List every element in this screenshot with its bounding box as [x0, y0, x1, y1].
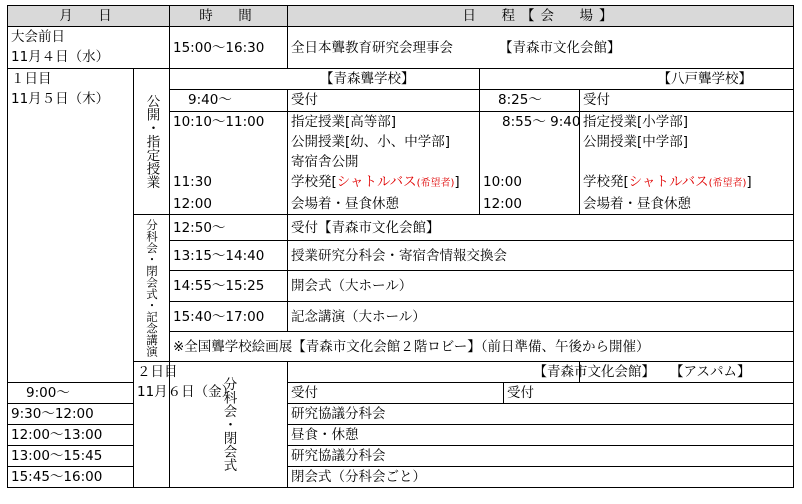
day1-a-shuttle-note: (希望者)	[416, 178, 455, 189]
day2-row-2	[8, 425, 794, 446]
day2-date-text: 11月６日（金）	[137, 384, 236, 400]
schedule-table	[7, 5, 794, 488]
day1-pm-event-3: 開会式（大ホール）	[288, 271, 794, 302]
day2-event-2: 昼食・休憩	[288, 425, 794, 446]
day2-event-1: 研究協議分科会	[288, 404, 794, 425]
header-row	[8, 6, 794, 27]
day1-b-time-2: 8:55～ 9:40	[480, 112, 580, 173]
day2-row-3	[8, 446, 794, 467]
day2-venue-a: 【青森市文化会館】	[480, 362, 580, 383]
day1-pm-event-4: 記念講演（大ホール）	[288, 301, 794, 332]
pre-day-row	[8, 27, 794, 69]
day2-time-4: 15:45～16:00	[8, 467, 134, 488]
day1-venue-a-blank	[170, 69, 288, 90]
header-date: 月 日	[8, 6, 170, 27]
day1-b-shuttle: シャトルバス	[628, 174, 709, 190]
day1-pm-event-1: 受付【青森市文化会館】	[288, 215, 794, 241]
day1-a-event-3: 公開授業[幼、小、中学部]	[291, 134, 451, 150]
day1-b-event-3: 公開授業[中学部]	[583, 134, 689, 150]
day2-time-0: 9:00～	[8, 383, 134, 404]
day1-a-depart-suffix: ]	[454, 174, 460, 190]
day1-date-text: 11月５日（木）	[11, 91, 110, 107]
day1-b-shuttle-note: (希望者)	[708, 178, 747, 189]
pre-day-event-text: 全日本聾教育研究会理事会	[291, 39, 453, 56]
day1-b-event-arrive: 会場着・昼食休憩	[580, 194, 794, 215]
day1-b-time-4: 12:00	[480, 194, 580, 215]
day1-venue-b-blank	[480, 69, 580, 90]
day1-a-time-2: 10:10～11:00	[170, 112, 288, 173]
day2-event-0-b: 受付	[504, 383, 794, 404]
day2-row-4	[8, 467, 794, 488]
day2-row-1	[8, 404, 794, 425]
day1-a-event-arrive: 会場着・昼食休憩	[288, 194, 480, 215]
day1-b-event-depart	[580, 172, 794, 194]
day1-venue-b: 【八戸聾学校】	[580, 69, 794, 90]
day1-a-event-depart	[288, 172, 480, 194]
day1-venue-row	[8, 69, 794, 90]
day1-label: １日目	[11, 71, 52, 87]
day1-pm-time-2: 13:15～14:40	[170, 241, 288, 271]
day1-a-time-4: 12:00	[170, 194, 288, 215]
day1-pm-time-4: 15:40～17:00	[170, 301, 288, 332]
header-time: 時 間	[170, 6, 288, 27]
day2-venue-b: 【アスパム】	[580, 362, 794, 383]
day1-a-event-2: 指定授業[高等部]	[291, 114, 397, 130]
day2-label: ２日目	[137, 364, 178, 380]
pre-day-date-text: 11月４日（水）	[11, 49, 110, 65]
day1-b-time-3: 10:00	[480, 172, 580, 194]
pre-day-event	[288, 27, 794, 69]
pre-day-date	[8, 27, 170, 69]
day2-venue-a-blank	[288, 362, 480, 383]
day1-a-event-4: 寄宿舎公開	[291, 154, 359, 170]
day1-pm-time-3: 14:55～15:25	[170, 271, 288, 302]
pre-day-label: 大会前日	[11, 29, 65, 45]
day1-note: ※全国聾学校絵画展【青森市文化会館２階ロビー】（前日準備、午後から開催）	[170, 332, 794, 362]
day2-time-3: 13:00～15:45	[8, 446, 134, 467]
day1-date	[8, 69, 134, 383]
pre-day-venue: 【青森市文化会館】	[499, 39, 621, 56]
day2-event-3: 研究協議分科会	[288, 446, 794, 467]
day1-b-event-2: 指定授業[小学部]	[583, 114, 689, 130]
day1-a-shuttle: シャトルバス	[336, 174, 417, 190]
day1-b-events-class	[580, 112, 794, 173]
day1-pm-event-2: 授業研究分科会・寄宿舎情報交換会	[288, 241, 794, 271]
day1-section-session: 分科会・閉会式・記念講演	[134, 215, 170, 362]
day1-venue-a: 【青森聾学校】	[288, 69, 480, 90]
day2-time-1: 9:30～12:00	[8, 404, 134, 425]
day2-section: 分科会・閉会式	[170, 362, 288, 488]
day2-time-2: 12:00～13:00	[8, 425, 134, 446]
day2-reception-row	[8, 383, 794, 404]
day1-pm-time-1: 12:50～	[170, 215, 288, 241]
day1-a-events-class	[288, 112, 480, 173]
day1-b-depart-prefix: 学校発[	[583, 174, 629, 190]
pre-day-time: 15:00～16:30	[170, 27, 288, 69]
day1-a-time-1: 9:40～	[170, 90, 288, 112]
day1-b-time-1: 8:25～	[480, 90, 580, 112]
day1-b-depart-suffix: ]	[746, 174, 752, 190]
day2-event-4: 閉会式（分科会ごと）	[288, 467, 794, 488]
day2-event-0-a: 受付	[288, 383, 504, 404]
day1-a-depart-prefix: 学校発[	[291, 174, 337, 190]
day1-section-open-class: 公開・指定授業	[134, 69, 170, 215]
day1-a-event-1: 受付	[288, 90, 480, 112]
header-schedule: 日 程【会 場】	[288, 6, 794, 27]
day1-b-event-1: 受付	[580, 90, 794, 112]
day1-a-time-3: 11:30	[170, 172, 288, 194]
